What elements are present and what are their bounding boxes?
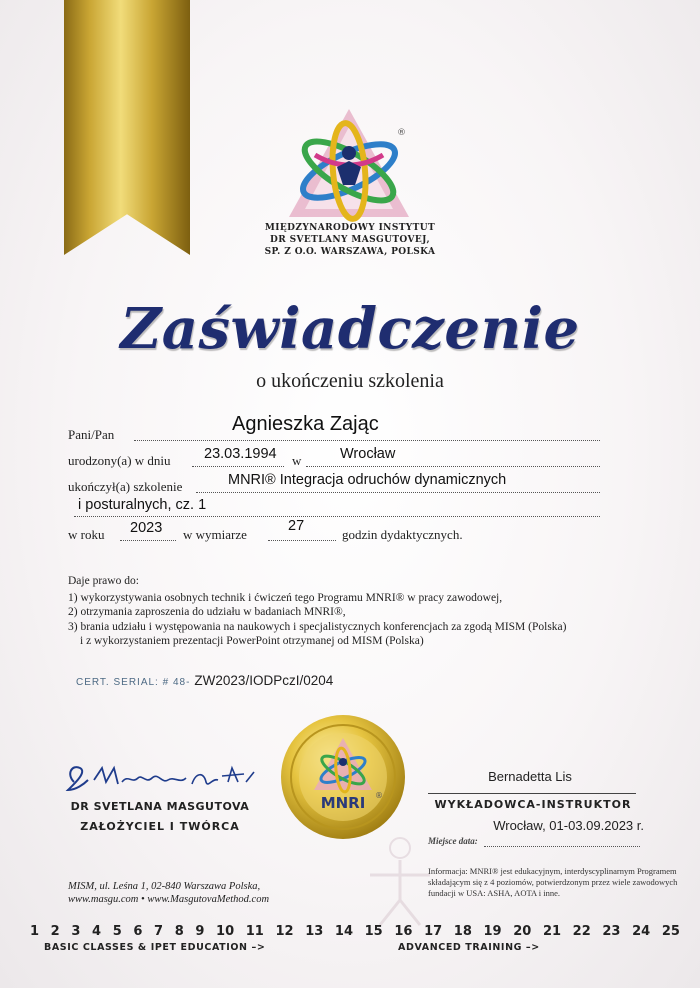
rights-section bbox=[68, 574, 668, 649]
birth-place-label: w bbox=[292, 453, 302, 468]
seal-text: MNRI bbox=[320, 794, 366, 812]
level-number: 3 bbox=[71, 924, 81, 939]
level-number: 18 bbox=[453, 924, 472, 939]
place-date: Wrocław, 01-03.09.2023 r. bbox=[493, 818, 644, 833]
level-number: 8 bbox=[174, 924, 184, 939]
rights-item: i z wykorzystaniem prezentacji PowerPoint otrzymanej od MISM (Polska) bbox=[80, 635, 424, 647]
cert-serial bbox=[76, 672, 333, 690]
gold-ribbon bbox=[64, 0, 190, 255]
course-dotted-line bbox=[196, 492, 600, 493]
level-numbers bbox=[30, 924, 680, 939]
basic-classes-label: BASIC CLASSES & IPET EDUCATION –> bbox=[44, 942, 266, 953]
level-number: 13 bbox=[305, 924, 324, 939]
rights-item: 2) otrzymania zaproszenia do udziału w badaniach MNRI®, bbox=[68, 606, 346, 618]
level-number: 19 bbox=[483, 924, 502, 939]
place-date-label: Miejsce data: bbox=[428, 836, 478, 846]
level-number: 23 bbox=[602, 924, 621, 939]
participant-name: Agnieszka Zając bbox=[232, 413, 379, 435]
level-number: 15 bbox=[364, 924, 383, 939]
seal-registered: ® bbox=[375, 791, 383, 800]
level-number: 4 bbox=[92, 924, 102, 939]
level-number: 14 bbox=[334, 924, 354, 939]
hours-value: 27 bbox=[288, 518, 305, 534]
lecturer-role: WYKŁADOWCA-INSTRUKTOR bbox=[434, 798, 632, 811]
lecturer-signature-line bbox=[428, 793, 636, 794]
birth-date: 23.03.1994 bbox=[204, 446, 277, 462]
course-dotted-line-2 bbox=[74, 516, 600, 517]
year-dotted-line bbox=[120, 540, 176, 541]
course-name-line1: MNRI® Integracja odruchów dynamicznych bbox=[228, 472, 507, 488]
level-number: 21 bbox=[542, 924, 562, 939]
address-line: MISM, ul. Leśna 1, 02-840 Warszawa Polska, bbox=[68, 881, 261, 892]
institute-name bbox=[240, 222, 460, 258]
cert-serial-value: ZW2023/IODPczI/0204 bbox=[194, 673, 334, 688]
level-number: 16 bbox=[394, 924, 413, 939]
mnri-logo-icon bbox=[285, 105, 413, 223]
hours-dotted-line bbox=[268, 540, 336, 541]
course-year: 2023 bbox=[130, 520, 163, 536]
advanced-training-label: ADVANCED TRAINING –> bbox=[398, 942, 540, 953]
founder-role: ZAŁOŻYCIEL I TWÓRCA bbox=[80, 820, 240, 833]
institute-line: SP. Z O.O. WARSZAWA, POLSKA bbox=[264, 247, 436, 257]
place-dotted-line bbox=[484, 846, 640, 847]
course-label: ukończył(a) szkolenie bbox=[68, 479, 183, 494]
level-number: 20 bbox=[513, 924, 532, 939]
hours-suffix: godzin dydaktycznych. bbox=[342, 527, 463, 542]
level-number: 9 bbox=[195, 924, 205, 939]
level-number: 10 bbox=[216, 924, 235, 939]
level-number: 25 bbox=[661, 924, 680, 939]
lecturer-name: Bernadetta Lis bbox=[488, 769, 572, 784]
certificate-title: Zaświadczenie bbox=[120, 296, 580, 362]
svg-text:®: ® bbox=[397, 128, 406, 138]
level-number: 11 bbox=[245, 924, 264, 939]
founder-name: DR SVETLANA MASGUTOVA bbox=[70, 800, 250, 813]
cert-serial-label: CERT. SERIAL: # 48- bbox=[76, 677, 191, 688]
name-label: Pani/Pan bbox=[68, 427, 115, 442]
birth-place-dotted-line bbox=[306, 466, 600, 467]
level-number: 24 bbox=[632, 924, 651, 939]
birth-place: Wrocław bbox=[340, 446, 396, 462]
founder-signature-icon bbox=[62, 760, 262, 798]
level-number: 2 bbox=[50, 924, 60, 939]
name-dotted-line bbox=[134, 440, 600, 441]
rights-item: 3) brania udziału i występowania na naukowych i specjalistycznych konferencjach za zgodą MISM (Polska) bbox=[68, 620, 567, 633]
level-number: 17 bbox=[424, 924, 443, 939]
program-info: Informacja: MNRI® jest edukacyjnym, interdyscyplinarnym Programem składającym się z 4 poziomów, potwierdzonym przez wiele zawodowych fundacji w USA: ASHA, AOTA i inne. bbox=[428, 866, 678, 898]
website-links: www.masgu.com • www.MasgutovaMethod.com bbox=[68, 894, 270, 905]
level-number: 7 bbox=[154, 924, 164, 939]
level-number: 12 bbox=[275, 924, 294, 939]
birth-date-dotted-line bbox=[192, 466, 284, 467]
scope-label: w wymiarze bbox=[183, 527, 247, 542]
rights-intro: Daje prawo do: bbox=[68, 575, 139, 587]
level-number: 1 bbox=[30, 924, 40, 939]
level-number: 6 bbox=[133, 924, 143, 939]
year-label: w roku bbox=[68, 527, 105, 542]
address-block bbox=[68, 880, 269, 906]
rights-item: 1) wykorzystywania osobnych technik i ćwiczeń tego Programu MNRI® w pracy zawodowej, bbox=[68, 591, 503, 604]
certificate-subtitle: o ukończeniu szkolenia bbox=[256, 370, 444, 392]
birth-label: urodzony(a) w dniu bbox=[68, 453, 171, 468]
level-number: 22 bbox=[572, 924, 591, 939]
course-name-line2: i posturalnych, cz. 1 bbox=[78, 497, 207, 513]
institute-line: MIĘDZYNARODOWY INSTYTUT bbox=[264, 223, 436, 233]
level-number: 5 bbox=[112, 924, 122, 939]
institute-line: DR SVETLANY MASGUTOVEJ, bbox=[270, 235, 430, 245]
